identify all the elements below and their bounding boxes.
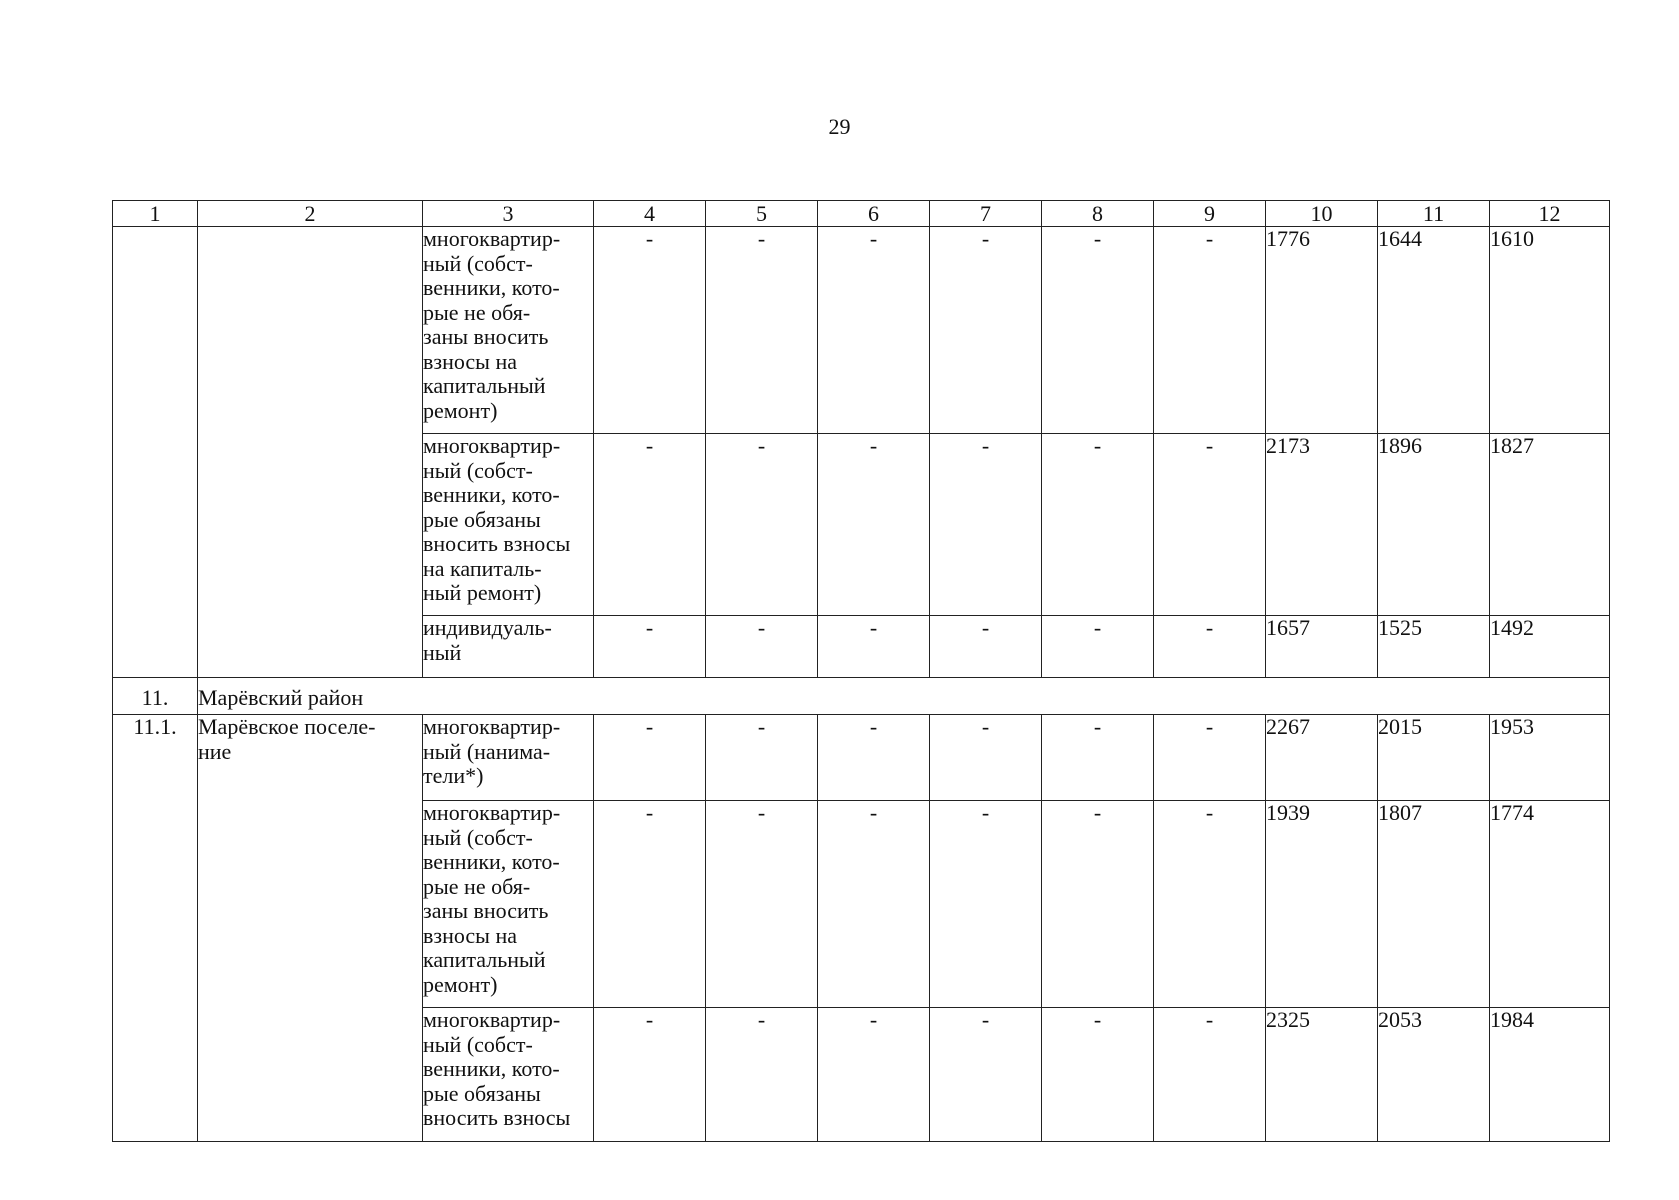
value-cell: -: [1042, 616, 1154, 678]
value-cell: 1827: [1490, 434, 1610, 616]
value-cell: 1953: [1490, 715, 1610, 801]
row-number-cell: [113, 227, 198, 678]
value-cell: -: [930, 616, 1042, 678]
value-cell: -: [818, 434, 930, 616]
column-header: 5: [706, 201, 818, 227]
housing-type-cell: многоквартир- ный (собст- венники, кото- рые обязаны вносить взносы: [423, 1008, 594, 1142]
value-cell: -: [1042, 1008, 1154, 1142]
value-cell: -: [1154, 715, 1266, 801]
value-cell: -: [1154, 616, 1266, 678]
value-cell: 1896: [1378, 434, 1490, 616]
value-cell: -: [930, 801, 1042, 1008]
column-header: 4: [594, 201, 706, 227]
value-cell: -: [818, 1008, 930, 1142]
value-cell: -: [1154, 801, 1266, 1008]
value-cell: -: [1042, 715, 1154, 801]
value-cell: 1774: [1490, 801, 1610, 1008]
value-cell: -: [818, 801, 930, 1008]
column-header: 3: [423, 201, 594, 227]
value-cell: 1644: [1378, 227, 1490, 434]
value-cell: 1776: [1266, 227, 1378, 434]
value-cell: 1807: [1378, 801, 1490, 1008]
tariff-table: [112, 200, 1610, 1142]
column-number-header-row: [113, 201, 1610, 227]
column-header: 8: [1042, 201, 1154, 227]
value-cell: 1984: [1490, 1008, 1610, 1142]
column-header: 10: [1266, 201, 1378, 227]
value-cell: -: [930, 227, 1042, 434]
housing-type-cell: многоквартир- ный (собст- венники, кото- рые не обя- заны вносить взносы на капитальный ремонт): [423, 801, 594, 1008]
value-cell: -: [1154, 434, 1266, 616]
value-cell: -: [1042, 227, 1154, 434]
settlement-cell: Марёвское поселе- ние: [198, 715, 423, 1142]
value-cell: -: [706, 616, 818, 678]
value-cell: 2173: [1266, 434, 1378, 616]
table-row: [113, 715, 1610, 801]
value-cell: -: [594, 616, 706, 678]
value-cell: -: [930, 1008, 1042, 1142]
column-header: 2: [198, 201, 423, 227]
column-header: 11: [1378, 201, 1490, 227]
value-cell: -: [594, 227, 706, 434]
table-row: [113, 227, 1610, 434]
value-cell: 1492: [1490, 616, 1610, 678]
housing-type-cell: многоквартир- ный (собст- венники, кото- рые не обя- заны вносить взносы на капитальный ремонт): [423, 227, 594, 434]
value-cell: 2015: [1378, 715, 1490, 801]
value-cell: -: [594, 801, 706, 1008]
value-cell: 2325: [1266, 1008, 1378, 1142]
district-row: [113, 678, 1610, 715]
value-cell: -: [594, 434, 706, 616]
value-cell: -: [1154, 227, 1266, 434]
district-name: Марёвский район: [198, 678, 1610, 715]
value-cell: -: [1042, 434, 1154, 616]
column-header: 1: [113, 201, 198, 227]
value-cell: -: [594, 1008, 706, 1142]
column-header: 9: [1154, 201, 1266, 227]
value-cell: -: [706, 434, 818, 616]
value-cell: -: [818, 227, 930, 434]
value-cell: 1939: [1266, 801, 1378, 1008]
housing-type-cell: многоквартир- ный (собст- венники, кото- рые обязаны вносить взносы на капиталь- ный ремонт): [423, 434, 594, 616]
value-cell: -: [930, 434, 1042, 616]
value-cell: -: [706, 1008, 818, 1142]
value-cell: -: [818, 616, 930, 678]
housing-type-cell: индивидуаль- ный: [423, 616, 594, 678]
district-number: 11.: [113, 678, 198, 715]
value-cell: -: [706, 715, 818, 801]
value-cell: 1610: [1490, 227, 1610, 434]
column-header: 7: [930, 201, 1042, 227]
value-cell: -: [706, 227, 818, 434]
value-cell: 1657: [1266, 616, 1378, 678]
value-cell: -: [930, 715, 1042, 801]
row-number-cell: 11.1.: [113, 715, 198, 1142]
value-cell: 1525: [1378, 616, 1490, 678]
column-header: 6: [818, 201, 930, 227]
housing-type-cell: многоквартир- ный (нанима- тели*): [423, 715, 594, 801]
value-cell: -: [706, 801, 818, 1008]
value-cell: -: [1154, 1008, 1266, 1142]
page-number: 29: [828, 114, 851, 139]
value-cell: 2053: [1378, 1008, 1490, 1142]
value-cell: -: [1042, 801, 1154, 1008]
settlement-cell: [198, 227, 423, 678]
value-cell: -: [818, 715, 930, 801]
value-cell: 2267: [1266, 715, 1378, 801]
value-cell: -: [594, 715, 706, 801]
column-header: 12: [1490, 201, 1610, 227]
